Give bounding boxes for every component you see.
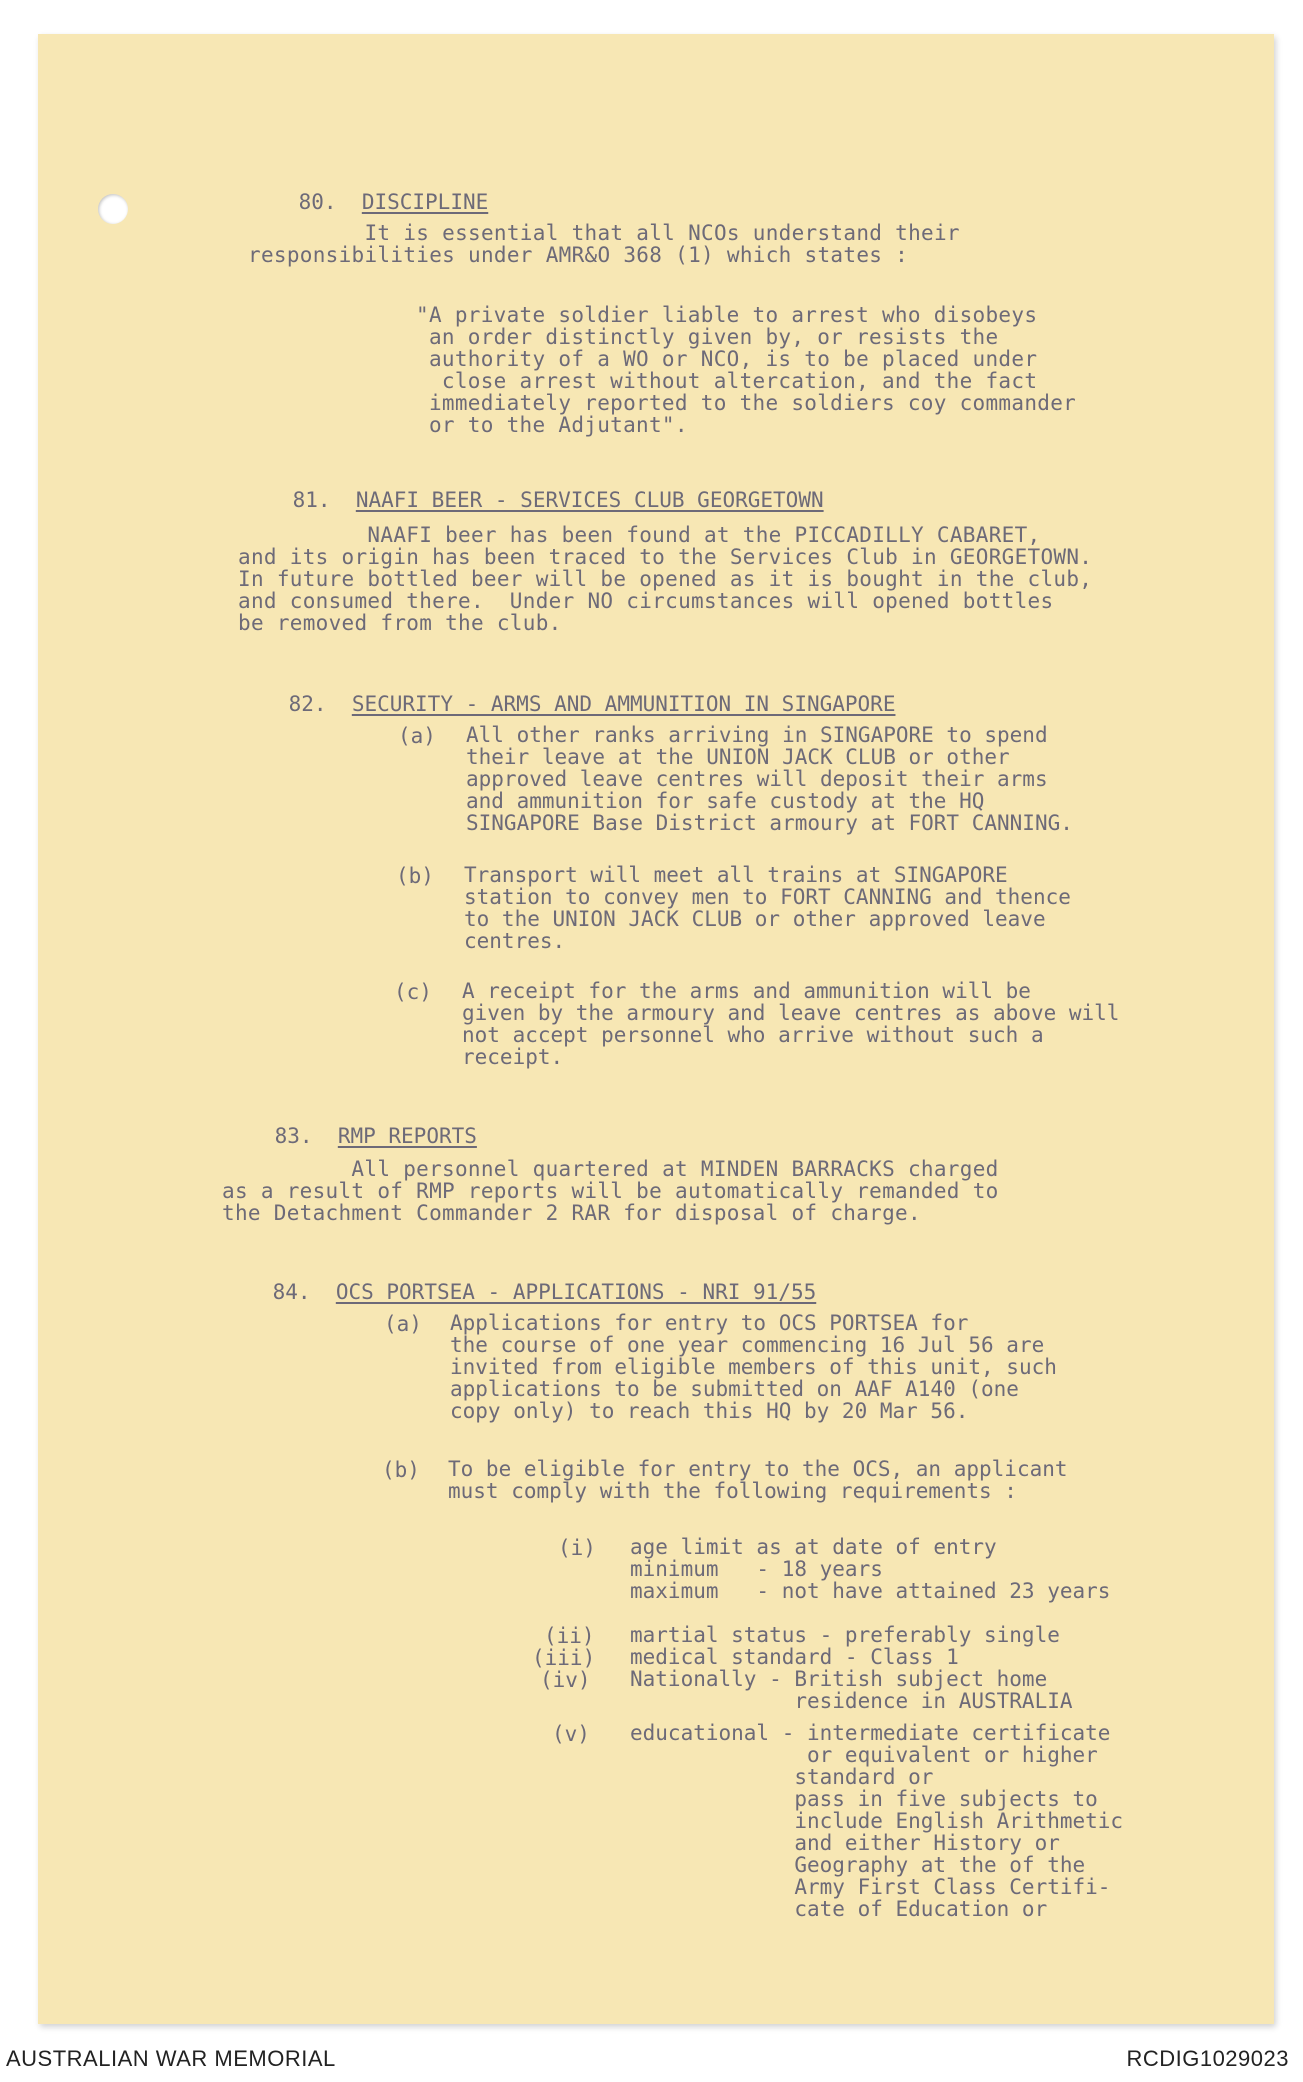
section-title: SECURITY - ARMS AND AMMUNITION IN SINGAPORE [351,692,896,716]
item-text: educational - intermediate certificate or equivalent or higher standard or pass in five subjects to include English Arithmetic and either History or Geography at the of the Army First Class Certifi- cate of Education or [630,1721,1124,1921]
footer-record-id: RCDIG1029023 [1126,2046,1289,2071]
section-80-quote: "A private soldier liable to arrest who disobeys an order distinctly given by, or resists the authority of a WO or NCO, is to be placed under close arrest without altercation, and the fact immediately reported to the soldiers coy commander or to the Adjutant". [416,303,1077,437]
item-text: A receipt for the arms and ammunition will be given by the armoury and leave centres as above will not accept personnel who arrive without such a receipt. [462,979,1120,1069]
item-text: Applications for entry to OCS PORTSEA for the course of one year commencing 16 Jul 56 are invited from eligible members of this unit, such applications to be submitted on AAF A140 (one copy only) to reach this HQ by 20 Mar 56. [450,1311,1057,1423]
item-text: age limit as at date of entry minimum - 18 years maximum - not have attained 23 years [630,1535,1111,1603]
item-label: (b) [382,1458,420,1482]
item-text: medical standard - Class 1 [630,1645,959,1669]
section-81-body: NAAFI beer has been found at the PICCADILLY CABARET, and its origin has been traced to the Services Club in GEORGETOWN. In future bottled beer will be opened as it is bought in the club, and consumed there. Under NO circumstances will opened bottles be removed from the club. [238,523,1093,635]
section-title: DISCIPLINE [361,190,489,214]
section-number: 84. [272,1280,311,1304]
section-title: RMP REPORTS [337,1124,477,1148]
item-label: (c) [394,980,432,1004]
section-title: NAAFI BEER - SERVICES CLUB GEORGETOWN [355,488,824,512]
item-text: martial status - preferably single [630,1623,1060,1647]
item-label: (i) [558,1536,596,1560]
item-text: Transport will meet all trains at SINGAPORE station to convey men to FORT CANNING and thence to the UNION JACK CLUB or other approved leave centres. [464,863,1071,953]
item-label: (iii) [532,1646,596,1670]
document-page [38,34,1274,2024]
item-label: (b) [396,864,434,888]
item-text: To be eligible for entry to the OCS, an applicant must comply with the following requirements : [448,1457,1068,1503]
section-title: OCS PORTSEA - APPLICATIONS - NRI 91/55 [335,1280,817,1304]
item-label: (a) [398,724,436,748]
item-label: (a) [384,1312,422,1336]
punch-hole [98,194,128,224]
section-83-body: All personnel quartered at MINDEN BARRACKS charged as a result of RMP reports will be automatically remanded to the Detachment Commander 2 RAR for disposal of charge. [222,1157,999,1225]
section-number: 83. [274,1124,313,1148]
item-label: (ii) [544,1624,595,1648]
section-number: 82. [288,692,327,716]
section-number: 80. [298,190,337,214]
section-80-intro: It is essential that all NCOs understand their responsibilities under AMR&O 368 (1) which states : [248,221,960,267]
footer-institution: AUSTRALIAN WAR MEMORIAL [6,2046,336,2071]
item-text: All other ranks arriving in SINGAPORE to spend their leave at the UNION JACK CLUB or other approved leave centres will deposit their arms and ammunition for safe custody at the HQ SINGAPORE Base District armoury at FORT CANNING. [466,723,1073,835]
section-number: 81. [292,488,331,512]
item-label: (iv) [540,1668,591,1692]
item-text: Nationally - British subject home residence in AUSTRALIA [630,1667,1073,1713]
item-label: (v) [552,1722,590,1746]
